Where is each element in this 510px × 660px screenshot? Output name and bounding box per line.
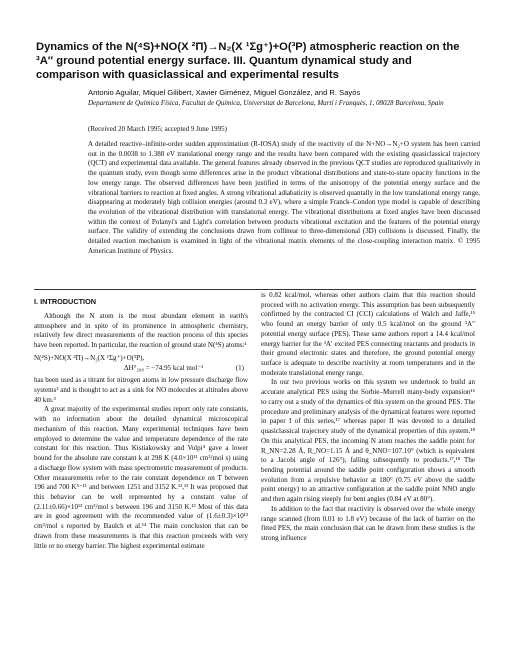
section-heading: I. INTRODUCTION <box>34 297 97 306</box>
author-list: Antonio Aguilar, Miquel Gilibert, Xavier Giménez, Miguel González, and R. Sayós <box>88 88 361 97</box>
equation-reaction: N(⁴S)+NO(X ²Π)→N₂(X ¹Σg⁺)+O(³P), <box>34 353 145 362</box>
left-column <box>34 312 248 551</box>
equation-number: (1) <box>235 363 244 372</box>
abstract: A detailed reactive–infinite-order sudden approximation (R-IOSA) study of the reactivity of the N+NO→N₂+O system has been carried out in the 0.0038 to 1.388 eV translational energy range and the results have been compared with the existing quasiclassical trajectory (QCT) and experimental data available. The general features already observed in the previous QCT studies are reproduced qualitatively in the quantum study, even though some differences arise in the product vibrational distributions and state-to-state opacity functions in the low energy range. The observed differences have been justified in terms of the anisotropy of the potential energy surface and the vibrational barriers to reaction at fixed angles. A strong vibrational adiabaticity is observed quantally in the low translational energy range, disappearing at moderately high collision energies (around 0.3 eV), where a simple Franck–Condon type model is capable of describing the evolution of the vibrational distribution with translational energy. The vibrational distributions at fixed angles have been discussed within the context of Polanyi's and Light's correlation between products vibrational excitation and the features of the potential energy surface. The validity of extending the conclusions drawn from collinear to three-dimensional (3D) collisions is discussed. Finally, the detailed reaction mechanism is examined in light of the vibrational matrix elements of the close-coupling interaction matrix. © 1995 American Institute of Physics. <box>88 140 480 255</box>
intro-paragraph-3-cont: is 0.82 kcal/mol, whereas other authors claim that this reaction should proceed with no activation energy. This assumption has been subsequently confirmed by the contracted CI (CCI) calculations of Walch and Jaffe,¹⁵ who found an energy barrier of only 0.5 kcal/mol on the ground ³A″ potential energy surface (PES). These same authors report a 14.4 kcal/mol energy barrier for the ³A′ excited PES connecting reactants and products in their ground electronic states and therefore, the ground potential energy surface is adequate to describe reactivity at room temperatures and in the moderate translational energy range. <box>261 291 475 377</box>
reaction-equation <box>34 354 248 373</box>
intro-paragraph-1: Although the N atom is the most abundant element in earth's atmosphere and in spite of its prominence in atmospheric chemistry, relatively few direct measurements of the reaction process of this species have been reported. In particular, the reaction of ground state N(⁴S) atoms:¹ <box>34 312 248 350</box>
received-dates: (Received 20 March 1995; accepted 9 June 1995) <box>88 125 227 133</box>
equation-enthalpy-line <box>34 364 248 374</box>
right-column <box>261 291 475 544</box>
intro-paragraph-5: In addition to the fact that reactivity is observed over the whole energy range scanned (from 0.01 to 1.8 eV) because of the lack of barrier on the fitted PES, the main conclusion that can be drawn from these studies is the strong influence <box>261 504 475 542</box>
equation-enthalpy: ΔH°₂₉₈ = −74.95 kcal mol⁻¹ <box>124 363 204 372</box>
intro-paragraph-3: A great majority of the experimental studies report only rate constants, with no information about the detailed dynamical microscopical mechanism of this reaction. Many experimental techniques have been employed to determine the value and temperature dependence of the rate constant for this reaction. Thus Kistiakowsky and Volpi⁴ gave a lower bound for the absolute rate constant k at 298 K (4.0×10¹¹ cm³/mol s) using a discharge flow system with mass spectrometric measurement of products. Other measurements refer to the rate constant dependence on T between 196 and 700 K⁵⁻¹¹ and between 1251 and 3152 K.¹²,¹³ It was proposed that this behavior can be well represented by a constant value of (2.11±0.66)×10¹³ cm³/mol s between 196 and 3150 K.¹³ Most of this data are in good agreement with the recommended value of (1.6±0.3)×10¹³ cm³/mol s reported by Baulch et al.¹⁴ The main conclusion that can be drawn from these measurements is that this reaction proceeds with very little or no energy barrier. The highest experimental estimate <box>34 405 248 550</box>
intro-paragraph-2: has been used as a titrant for nitrogen atoms in low pressure discharge flow systems² and is thought to act as a sink for NO molecules at altitudes above 40 km.³ <box>34 376 248 404</box>
paper-title: Dynamics of the N(⁴S)+NO(X ²Π)→N₂(X ¹Σg⁺)+O(³P) atmospheric reaction on the ³A″ ground potential energy surface. III. Quantum dynamical study and comparison with quasiclassical and experimental results <box>36 41 460 81</box>
intro-paragraph-4: In our two previous works on this system we undertook to build an accurate analytical PES using the Sorbie–Murrell many-body expansion¹⁶ to carry out a study of the dynamics of this system on the ground PES. The procedure and preliminary analysis of the dynamical features were reported in paper I of this series,¹⁷ whereas paper II was devoted to a detailed quasiclassical trajectory study of the dynamical properties of this system.¹⁸ On this analytical PES, the incoming N atom reaches the saddle point for R_NN=2.28 Å, R_NO=1.15 Å and θ_NNO=107.10° (which is equivalent to a Jacobi angle of 126°), falling subsequently to products.¹⁷,¹⁸ The bending potential around the saddle point configuration shows a smooth evolution from a repulsive behavior at 180° (0.75 eV above the saddle point energy) to an attractive configuration at the saddle point NNO angle and then again rising steeply for bent angles (0.84 eV at 80°). <box>261 378 475 504</box>
affiliation: Departament de Química Física, Facultat de Química, Universitat de Barcelona, Martí i Franquès, 1, 08028 Barcelona, Spain <box>88 99 444 107</box>
section-divider <box>34 289 476 290</box>
